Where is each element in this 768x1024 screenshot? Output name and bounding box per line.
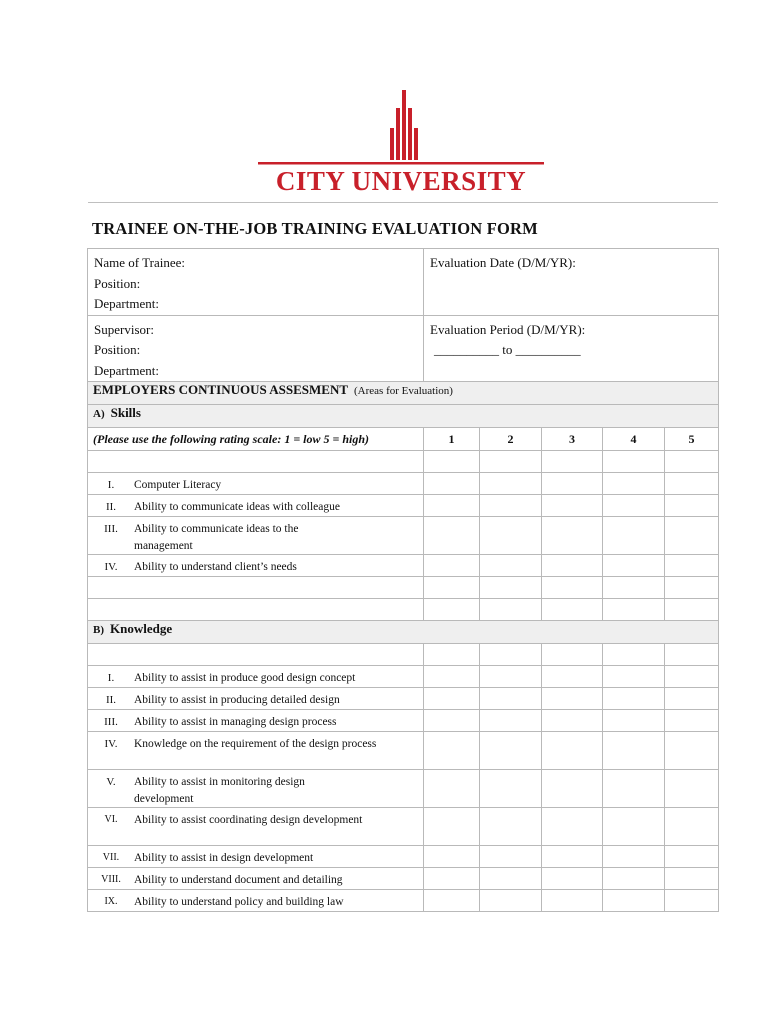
item-number: I. xyxy=(107,479,115,491)
rating-cell[interactable] xyxy=(542,688,603,710)
knowledge-item-row xyxy=(88,710,719,732)
blank-row xyxy=(88,577,719,599)
knowledge-item-cell xyxy=(88,868,424,890)
rating-cell[interactable] xyxy=(480,770,542,808)
rating-cell[interactable] xyxy=(480,890,542,912)
item-text: Ability to communicate ideas with colleague xyxy=(134,501,340,513)
rating-cell[interactable] xyxy=(424,770,480,808)
rating-cell[interactable] xyxy=(542,890,603,912)
rating-cell[interactable] xyxy=(424,555,480,577)
rating-cell[interactable] xyxy=(480,495,542,517)
rating-cell[interactable] xyxy=(665,732,719,770)
rating-cell[interactable] xyxy=(542,732,603,770)
rating-cell[interactable] xyxy=(603,846,665,868)
rating-cell[interactable] xyxy=(665,473,719,495)
rating-cell[interactable] xyxy=(542,473,603,495)
rating-cell[interactable] xyxy=(424,666,480,688)
rating-scale-note: (Please use the following rating scale: 1 = low 5 = high) xyxy=(88,428,424,451)
supervisor-info-cell[interactable] xyxy=(88,315,424,382)
rating-cell[interactable] xyxy=(480,808,542,846)
rating-cell[interactable] xyxy=(424,495,480,517)
rating-cell[interactable] xyxy=(665,666,719,688)
knowledge-item-row xyxy=(88,808,719,846)
city-skyline-logo-icon xyxy=(258,88,544,168)
rating-cell[interactable] xyxy=(480,666,542,688)
rating-cell[interactable] xyxy=(603,555,665,577)
rating-cell[interactable] xyxy=(480,732,542,770)
skills-item-cell xyxy=(88,495,424,517)
rating-cell[interactable] xyxy=(603,495,665,517)
rating-cell[interactable] xyxy=(603,451,665,473)
rating-cell[interactable] xyxy=(542,644,603,666)
item-text: Ability to assist in design development xyxy=(134,852,314,864)
knowledge-letter: B) xyxy=(93,624,104,636)
item-number: VIII. xyxy=(101,874,121,885)
item-text: Computer Literacy xyxy=(134,479,222,491)
rating-cell[interactable] xyxy=(665,599,719,621)
knowledge-item-cell xyxy=(88,710,424,732)
rating-cell[interactable] xyxy=(603,577,665,599)
rating-cell[interactable] xyxy=(424,868,480,890)
blank-item-cell xyxy=(88,577,424,599)
knowledge-item-row xyxy=(88,890,719,912)
skills-item-cell xyxy=(88,473,424,495)
knowledge-item-row xyxy=(88,732,719,770)
rating-cell[interactable] xyxy=(542,710,603,732)
item-text: Ability to understand document and detailing xyxy=(134,874,343,886)
item-text: Ability to assist coordinating design development xyxy=(134,814,363,826)
rating-cell[interactable] xyxy=(603,473,665,495)
rating-cell[interactable] xyxy=(424,473,480,495)
rating-cell[interactable] xyxy=(542,517,603,555)
item-text: Knowledge on the requirement of the design process xyxy=(134,738,377,750)
blank-item-cell xyxy=(88,599,424,621)
rating-cell[interactable] xyxy=(665,517,719,555)
trainee-info-cell[interactable] xyxy=(88,249,424,316)
rating-cell[interactable] xyxy=(665,688,719,710)
rating-cell[interactable] xyxy=(542,495,603,517)
item-number: II. xyxy=(105,501,117,513)
rating-cell[interactable] xyxy=(480,451,542,473)
item-text: Ability to assist in producing detailed design xyxy=(134,694,340,706)
item-text: Ability to assist in managing design process xyxy=(134,716,337,728)
rating-cell[interactable] xyxy=(665,890,719,912)
knowledge-item-row xyxy=(88,666,719,688)
trainee-position-label: Position: xyxy=(94,275,141,291)
skills-title: Skills xyxy=(110,405,141,420)
skills-item-row xyxy=(88,473,719,495)
rating-cell[interactable] xyxy=(480,846,542,868)
skills-item-cell xyxy=(88,555,424,577)
rating-cell[interactable] xyxy=(665,868,719,890)
item-number: III. xyxy=(104,716,118,728)
knowledge-item-row xyxy=(88,770,719,808)
supervisor-department-label: Department: xyxy=(94,362,159,378)
evaluation-period-line: __________ to __________ xyxy=(434,342,581,357)
rating-cell[interactable] xyxy=(603,868,665,890)
rating-cell[interactable] xyxy=(542,808,603,846)
item-text: Ability to assist in monitoring design development xyxy=(134,776,305,805)
skills-item-row xyxy=(88,495,719,517)
rating-cell[interactable] xyxy=(603,732,665,770)
rating-cell[interactable] xyxy=(424,732,480,770)
trainee-department-label: Department: xyxy=(94,296,159,311)
rating-cell[interactable] xyxy=(424,710,480,732)
assessment-title: EMPLOYERS CONTINUOUS ASSESMENT xyxy=(93,382,348,397)
item-number: VI. xyxy=(104,814,118,825)
knowledge-heading-row xyxy=(88,621,719,644)
skills-item-cell xyxy=(88,517,424,555)
rating-cell[interactable] xyxy=(665,710,719,732)
assessment-heading-cell xyxy=(88,382,719,405)
knowledge-title: Knowledge xyxy=(110,621,173,636)
knowledge-item-row xyxy=(88,846,719,868)
rating-cell[interactable] xyxy=(542,770,603,808)
rating-cell[interactable] xyxy=(542,666,603,688)
rating-cell[interactable] xyxy=(603,688,665,710)
blank-row xyxy=(88,599,719,621)
rating-cell[interactable] xyxy=(542,555,603,577)
item-number: III. xyxy=(104,523,118,535)
trainee-name-label: Name of Trainee: xyxy=(94,255,185,270)
skills-heading-row xyxy=(88,405,719,428)
rating-cell[interactable] xyxy=(480,710,542,732)
item-number: IX. xyxy=(104,896,118,907)
item-text: Ability to assist in produce good design concept xyxy=(134,672,356,684)
item-number: I. xyxy=(107,672,115,684)
skills-letter: A) xyxy=(93,408,105,420)
rating-cell[interactable] xyxy=(665,846,719,868)
evaluation-form-table xyxy=(87,248,719,912)
rating-cell[interactable] xyxy=(542,451,603,473)
supervisor-position-label: Position: xyxy=(94,342,141,357)
supervisor-label: Supervisor: xyxy=(94,321,154,337)
rating-cell[interactable] xyxy=(424,890,480,912)
rating-cell[interactable] xyxy=(603,666,665,688)
rating-cell[interactable] xyxy=(480,688,542,710)
rating-cell[interactable] xyxy=(542,846,603,868)
assessment-heading-row xyxy=(88,382,719,405)
item-text: Ability to communicate ideas to the management xyxy=(134,523,299,552)
blank-item-cell xyxy=(88,451,424,473)
trainee-info-row xyxy=(88,249,719,316)
rating-cell[interactable] xyxy=(665,495,719,517)
skills-heading-cell xyxy=(88,405,719,428)
rating-cell[interactable] xyxy=(665,577,719,599)
rating-cell[interactable] xyxy=(480,868,542,890)
rating-cell[interactable] xyxy=(603,599,665,621)
rating-cell[interactable] xyxy=(424,517,480,555)
knowledge-item-cell xyxy=(88,770,424,808)
item-number: IV. xyxy=(104,738,118,750)
rating-cell[interactable] xyxy=(665,644,719,666)
knowledge-item-cell xyxy=(88,732,424,770)
rating-cell[interactable] xyxy=(665,770,719,808)
item-text: Ability to understand policy and building law xyxy=(134,896,344,908)
blank-item-cell xyxy=(88,644,424,666)
rating-cell[interactable] xyxy=(480,599,542,621)
assessment-subtitle: (Areas for Evaluation) xyxy=(354,385,453,397)
knowledge-item-row xyxy=(88,688,719,710)
header-divider xyxy=(88,202,718,203)
rating-header-3: 3 xyxy=(542,428,603,451)
knowledge-item-cell xyxy=(88,890,424,912)
university-name: CITY UNIVERSITY xyxy=(275,166,527,196)
rating-cell[interactable] xyxy=(424,808,480,846)
rating-header-5: 5 xyxy=(665,428,719,451)
rating-cell[interactable] xyxy=(665,808,719,846)
knowledge-item-cell xyxy=(88,688,424,710)
rating-cell[interactable] xyxy=(480,473,542,495)
blank-row xyxy=(88,644,719,666)
rating-cell[interactable] xyxy=(542,868,603,890)
rating-cell[interactable] xyxy=(424,451,480,473)
item-number: V. xyxy=(106,776,116,788)
evaluation-period-label: Evaluation Period (D/M/YR): xyxy=(430,321,586,337)
knowledge-item-cell xyxy=(88,846,424,868)
rating-cell[interactable] xyxy=(424,644,480,666)
evaluation-date-label: Evaluation Date (D/M/YR): xyxy=(430,255,576,270)
rating-cell[interactable] xyxy=(665,555,719,577)
item-number: II. xyxy=(105,694,117,706)
rating-cell[interactable] xyxy=(424,577,480,599)
rating-cell[interactable] xyxy=(542,599,603,621)
evaluation-period-cell[interactable] xyxy=(424,315,719,382)
rating-cell[interactable] xyxy=(480,577,542,599)
rating-cell[interactable] xyxy=(480,644,542,666)
rating-cell[interactable] xyxy=(603,710,665,732)
rating-cell[interactable] xyxy=(603,644,665,666)
knowledge-item-cell xyxy=(88,808,424,846)
rating-cell[interactable] xyxy=(603,890,665,912)
rating-cell[interactable] xyxy=(603,808,665,846)
rating-cell[interactable] xyxy=(542,577,603,599)
skills-item-row xyxy=(88,555,719,577)
rating-cell[interactable] xyxy=(603,517,665,555)
knowledge-heading-cell xyxy=(88,621,719,644)
item-number: VII. xyxy=(102,852,120,863)
rating-cell[interactable] xyxy=(480,555,542,577)
rating-header-1: 1 xyxy=(424,428,480,451)
rating-cell[interactable] xyxy=(424,599,480,621)
form-title: TRAINEE ON-THE-JOB TRAINING EVALUATION FORM xyxy=(92,219,538,238)
evaluation-date-cell[interactable] xyxy=(424,249,719,316)
supervisor-info-row xyxy=(88,315,719,382)
skills-item-row xyxy=(88,517,719,555)
rating-scale-row xyxy=(88,428,719,451)
university-logo xyxy=(258,88,544,200)
rating-header-4: 4 xyxy=(603,428,665,451)
rating-cell[interactable] xyxy=(424,688,480,710)
item-number: IV. xyxy=(104,561,118,573)
knowledge-item-row xyxy=(88,868,719,890)
rating-header-2: 2 xyxy=(480,428,542,451)
blank-row xyxy=(88,451,719,473)
rating-cell[interactable] xyxy=(665,451,719,473)
item-text: Ability to understand client’s needs xyxy=(134,561,297,573)
knowledge-item-cell xyxy=(88,666,424,688)
rating-cell[interactable] xyxy=(603,770,665,808)
rating-cell[interactable] xyxy=(480,517,542,555)
rating-cell[interactable] xyxy=(424,846,480,868)
